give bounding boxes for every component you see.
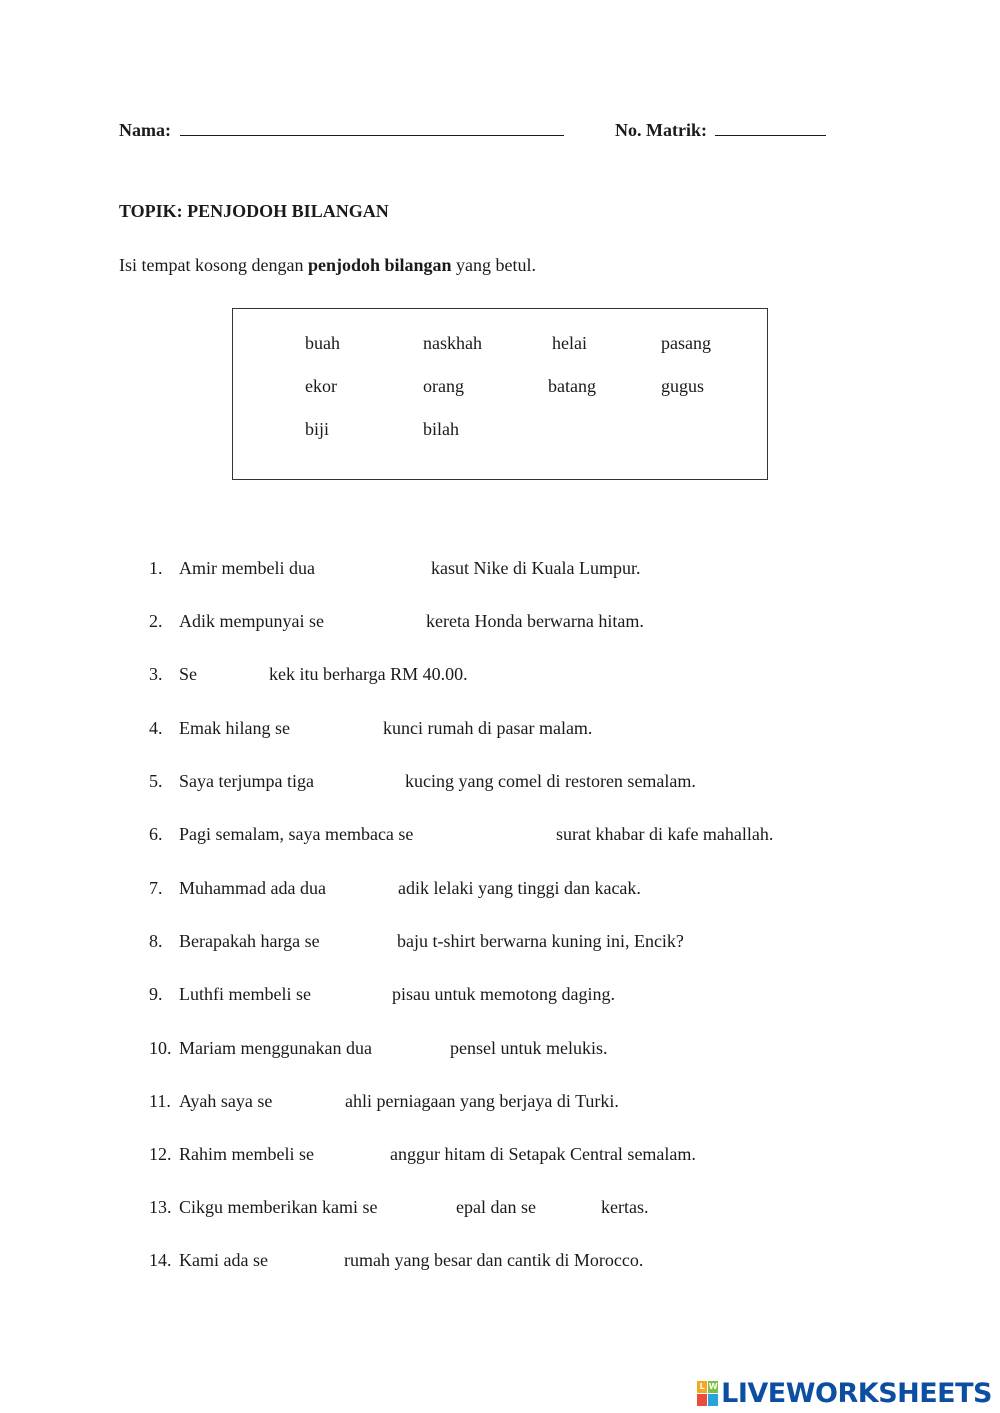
word-bank-box (232, 308, 768, 480)
word-bank-item: naskhah (423, 333, 482, 353)
word-bank-item: helai (552, 333, 587, 353)
matric-label: No. Matrik: (615, 120, 707, 140)
name-label: Nama: (119, 120, 171, 140)
word-bank-item: biji (305, 419, 330, 439)
liveworksheets-logo-icon: L W (697, 1381, 718, 1406)
liveworksheets-logo[interactable] (697, 1378, 992, 1408)
matric-field-row (615, 120, 826, 141)
name-field-row (119, 120, 564, 141)
word-bank-item: gugus (661, 376, 705, 396)
word-bank-item: ekor (305, 376, 337, 396)
word-bank-item: pasang (661, 333, 711, 353)
word-bank-item: batang (548, 376, 596, 396)
name-blank[interactable] (180, 134, 564, 136)
word-bank-item: buah (305, 333, 340, 353)
instruction-keyword: penjodoh bilangan (307, 255, 452, 275)
topic-title: TOPIK: PENJODOH BILANGAN (119, 201, 389, 221)
word-bank-item: orang (423, 376, 464, 396)
word-bank-item: bilah (423, 419, 459, 439)
matric-blank[interactable] (715, 134, 826, 136)
brand-name: LIVEWORKSHEETS (721, 1377, 992, 1409)
instruction: Isi tempat kosong dengan penjodoh bilangan yang betul. (119, 255, 537, 275)
